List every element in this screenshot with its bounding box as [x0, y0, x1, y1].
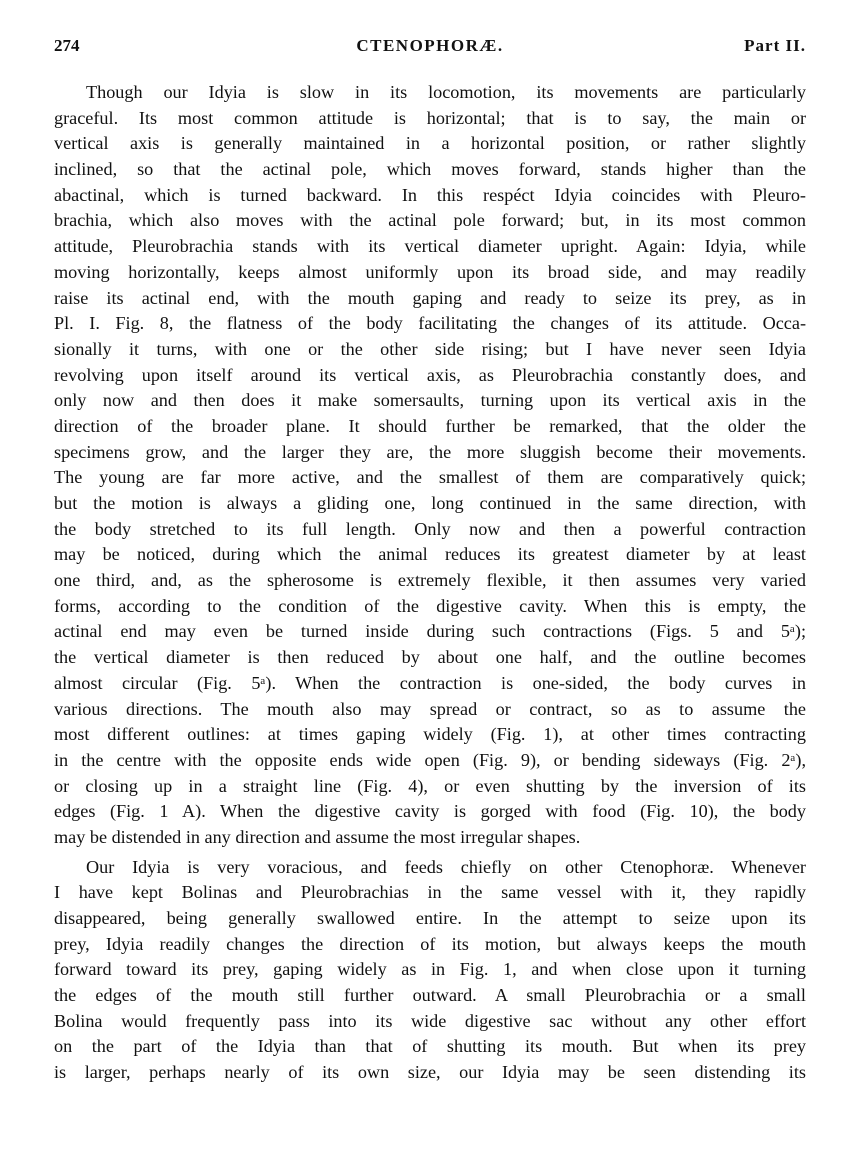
text-line: or closing up in a straight line (Fig. 4), or even shutting by the inversion of its — [54, 775, 806, 796]
text-line: raise its actinal end, with the mouth gaping and ready to seize its prey, as in — [54, 287, 806, 308]
chapter-title: CTENOPHORÆ. — [356, 36, 504, 55]
text-line: direction of the broader plane. It should further be remarked, that the older the — [54, 415, 806, 436]
text-line: sionally it turns, with one or the other side rising; but I have never seen Idyia — [54, 338, 806, 359]
text-line: forward toward its prey, gaping widely as in Fig. 1, and when close upon it turning — [54, 959, 806, 980]
text-line: is larger, perhaps nearly of its own size, our Idyia may be seen distending its — [54, 1062, 806, 1083]
text-line: may be noticed, during which the animal reduces its greatest diameter by at least — [54, 544, 806, 565]
paragraph-locomotion — [54, 80, 806, 851]
paragraph-feeding — [54, 855, 806, 1086]
body-text — [54, 80, 806, 1086]
text-line: on the part of the Idyia than that of shutting its mouth. But when its prey — [54, 1036, 806, 1057]
text-line: revolving upon itself around its vertical axis, as Pleurobrachia constantly does, and — [54, 364, 806, 385]
text-line: The young are far more active, and the smallest of them are comparatively quick; — [54, 467, 806, 488]
text-line: the vertical diameter is then reduced by about one half, and the outline becomes — [54, 647, 806, 668]
text-line: I have kept Bolinas and Pleurobrachias in the same vessel with it, they rapidly — [54, 882, 806, 903]
text-line: one third, and, as the spherosome is extremely flexible, it then assumes very varied — [54, 570, 806, 591]
text-line: attitude, Pleurobrachia stands with its vertical diameter upright. Again: Idyia, while — [54, 236, 806, 257]
text-line: various directions. The mouth also may spread or contract, so as to assume the — [54, 698, 806, 719]
text-line: actinal end may even be turned inside during such contractions (Figs. 5 and 5ᵃ); — [54, 621, 806, 642]
text-line: Bolina would frequently pass into its wide digestive sac without any other effort — [54, 1010, 806, 1031]
text-line: the edges of the mouth still further outward. A small Pleurobrachia or a small — [54, 985, 806, 1006]
text-line: only now and then does it make somersaults, turning upon its vertical axis in the — [54, 390, 806, 411]
text-line: graceful. Its most common attitude is horizontal; that is to say, the main or — [54, 107, 806, 128]
text-line: edges (Fig. 1 A). When the digestive cavity is gorged with food (Fig. 10), the body — [54, 801, 806, 822]
text-line: vertical axis is generally maintained in a horizontal position, or rather slightly — [54, 133, 806, 154]
running-head — [54, 36, 806, 62]
page-number: 274 — [54, 36, 80, 55]
text-line: in the centre with the opposite ends wide open (Fig. 9), or bending sideways (Fig. 2ᵃ), — [54, 749, 806, 770]
text-line: Our Idyia is very voracious, and feeds chiefly on other Ctenophoræ. Whenever — [86, 856, 806, 877]
text-line: disappeared, being generally swallowed entire. In the attempt to seize upon its — [54, 908, 806, 928]
text-line: Though our Idyia is slow in its locomotion, its movements are particularly — [86, 82, 806, 102]
text-line: almost circular (Fig. 5ᵃ). When the contraction is one-sided, the body curves in — [54, 672, 806, 693]
text-line: abactinal, which is turned backward. In this respéct Idyia coincides with Pleuro- — [54, 184, 806, 205]
text-line: Pl. I. Fig. 8, the flatness of the body facilitating the changes of its attitude. Occa- — [54, 313, 806, 334]
text-line: moving horizontally, keeps almost uniformly upon its broad side, and may readily — [54, 261, 806, 282]
text-line: inclined, so that the actinal pole, which moves forward, stands higher than the — [54, 159, 806, 180]
text-line: forms, according to the condition of the digestive cavity. When this is empty, the — [54, 595, 806, 616]
part-label: Part II. — [744, 36, 806, 55]
text-line: specimens grow, and the larger they are, the more sluggish become their movements. — [54, 441, 806, 462]
text-line: most different outlines: at times gaping widely (Fig. 1), at other times contracting — [54, 724, 806, 745]
text-line: prey, Idyia readily changes the direction of its motion, but always keeps the mouth — [54, 933, 806, 954]
text-line: brachia, which also moves with the actinal pole forward; but, in its most common — [54, 210, 806, 231]
text-line: but the motion is always a gliding one, long continued in the same direction, with — [54, 493, 806, 513]
text-line: may be distended in any direction and assume the most irregular shapes. — [54, 826, 581, 847]
text-line: the body stretched to its full length. Only now and then a powerful contraction — [54, 518, 806, 539]
